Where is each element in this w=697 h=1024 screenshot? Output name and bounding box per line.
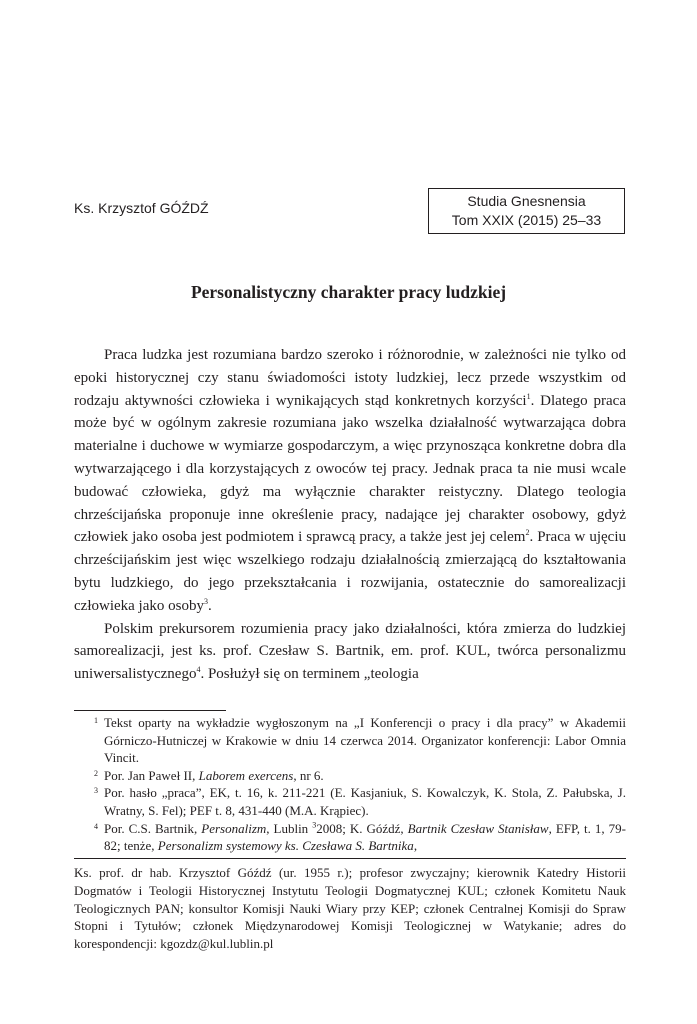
paragraph-text: . Posłużył się on terminem „teologia (200, 666, 419, 683)
footnote-italic: Personalizm systemowy ks. Czesława S. Bartnika (157, 838, 414, 854)
footnote-1 (74, 714, 626, 767)
bio-divider (74, 858, 626, 859)
footnote-number: 3 (94, 786, 98, 796)
journal-name: Studia Gnesnensia (467, 193, 586, 209)
paragraph-text: . (207, 597, 212, 614)
author-name: Ks. Krzysztof GÓŹDŹ (74, 200, 209, 216)
article-body (74, 344, 626, 686)
footnote-italic: Personalizm (201, 820, 267, 836)
footnote-text: Tekst oparty na wykładzie wygłoszonym na „I Konferencji o pracy i dla pracy” w Akademii Górniczo-Hutniczej w Krakowie w dniu 14 czerwca 2014. Organizator konferencji: Labor Omnia Vincit. (104, 715, 626, 766)
footnote-number: 4 (94, 821, 98, 831)
author-bio: Ks. prof. dr hab. Krzysztof Góźdź (ur. 1955 r.); profesor zwyczajny; kierownik Katedry Historii Dogmatów i Teologii Historycznej Instytutu Teologii Dogmatycznej KUL; członek Komitetu Nauk Teologicznych PAN; konsultor Komisji Nauki Wiary przy KEP; członek Centralnej Komisji do Spraw Stopni i Tytułów; członek Międzynarodowej Komisji Teologicznej w Watykanie; adres do korespondencji: kgozdz@kul.lublin.pl (74, 865, 626, 952)
paragraph-text: . Dlatego praca może być w ogólnym zakresie rozumiana jako wszelka działalność wytwarzająca dobra materialne i duchowe w wymiarze gospodarczym, a więc przynosząca konkretne dobra dla wytwarzającego i dla korzystających z owoców tej pracy. Jednak praca ta nie musi wcale budować człowieka, gdyż ma wyłącznie charakter reistyczny. Dlatego teologia chrześcijańska proponuje inne określenie pracy, nadające jej charakter osobowy, gdyż człowiek jako osoba jest podmiotem i sprawcą pracy, a także jest jej celem (74, 392, 626, 546)
footnote-ref-4[interactable]: 4 (196, 665, 201, 675)
footnote-number: 2 (94, 768, 98, 778)
journal-info-box (428, 188, 625, 234)
footnote-ref-3[interactable]: 3 (203, 596, 208, 606)
footnote-text: Por. hasło „praca”, EK, t. 16, k. 211-221 (E. Kasjaniuk, S. Kowalczyk, K. Stola, Z. Pałubska, J. Wratny, S. Fel); PEF t. 8, 431-440 (M.A. Krąpiec). (104, 785, 626, 818)
footnote-text: , (413, 838, 418, 854)
footnote-number: 1 (94, 716, 98, 725)
journal-volume: Tom XXIX (2015) 25–33 (451, 212, 602, 228)
paragraph-2 (74, 618, 626, 686)
paragraph-text: . Praca w ujęciu chrześcijańskim jest więc wszelkiego rodzaju działalnością zmierzającą do kształtowania bytu ludzkiego, do jego przekształcania i rozwijania, ostatecznie do samorealizacji człowieka jako osoby (74, 529, 626, 614)
footnote-ref-2[interactable]: 2 (525, 528, 530, 538)
footnote-3 (74, 784, 626, 819)
footnote-text: , Lublin (266, 820, 313, 836)
footnote-text: 2008; K. Góźdź, (316, 820, 408, 836)
footnotes (74, 714, 626, 855)
footnote-text: , nr 6. (293, 767, 324, 783)
edition-superscript: 3 (312, 820, 317, 830)
footnote-2 (74, 767, 626, 785)
footnote-divider (74, 710, 226, 711)
paragraph-text: Polskim prekursorem rozumienia pracy jako działalności, która zmierza do ludzkiej samorealizacji, jest ks. prof. Czesław S. Bartnik, em. prof. KUL, twórca personalizmu uniwersalistycznego (74, 620, 626, 683)
footnote-text: , EFP, t. 1, 79-82; tenże, (104, 820, 627, 854)
paragraph-text: Praca ludzka jest rozumiana bardzo szeroko i różnorodnie, w zależności nie tylko od epoki historycznej czy stanu świadomości istoty ludzkiej, lecz przede wszystkim od rodzaju aktywności człowieka i wynikających stąd konkretnych korzyści (74, 347, 626, 409)
footnote-italic: Bartnik Czesław Stanisław (407, 820, 549, 836)
footnote-ref-1[interactable]: 1 (526, 391, 531, 401)
footnote-4 (74, 820, 626, 855)
footnote-text: Por. C.S. Bartnik, (104, 820, 202, 836)
footnote-italic: Laborem exercens (198, 767, 294, 783)
paragraph-1 (74, 344, 626, 618)
footnote-text: Por. Jan Paweł II, (104, 767, 199, 783)
article-title: Personalistyczny charakter pracy ludzkiej (190, 282, 507, 302)
